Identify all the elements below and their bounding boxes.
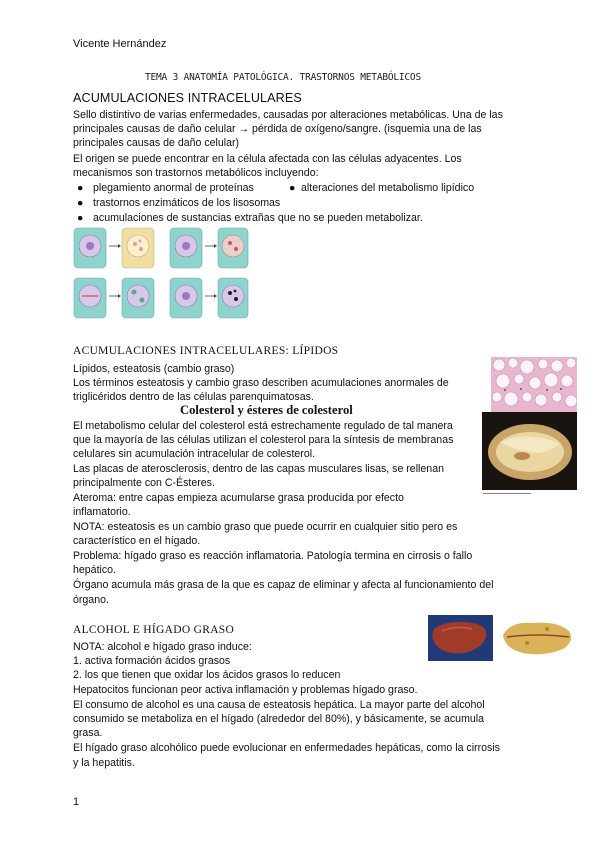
paragraph-line: celulares sin acumulación intracelular de colesterol. (73, 448, 316, 460)
section-heading-lipids: ACUMULACIONES INTRACELULARES: LÍPIDOS (73, 345, 339, 357)
subheading-cholesterol: Colesterol y ésteres de colesterol (180, 403, 353, 417)
paragraph-line: El consumo de alcohol es una causa de esteatosis hepática. La mayor parte del alcohol (73, 699, 485, 711)
paragraph-line: El hígado graso alcohólico puede evolucionar en enfermedades hepáticas, como la cirrosis (73, 742, 500, 754)
cell-mechanisms-figure (72, 226, 250, 322)
section-heading-alcohol: ALCOHOL E HÍGADO GRASO (73, 624, 235, 636)
bullet-item: acumulaciones de sustancias extrañas que no se pueden metabolizar. (93, 212, 423, 224)
paragraph-line: Hepatocitos funcionan peor activa inflamación y problemas hígado graso. (73, 684, 418, 696)
paragraph-line: inflamatorio. (73, 506, 131, 518)
bullet-item: alteraciones del metabolismo lipídico (301, 182, 475, 194)
paragraph-line: 2. los que tienen que oxidar los ácidos grasos lo reducen (73, 669, 341, 681)
paragraph-line: mecanismos son trastornos metabólicos incluyendo: (73, 167, 319, 179)
paragraph-line: Órgano acumula más grasa de la que es capaz de eliminar y afecta al funcionamiento del (73, 579, 494, 591)
cell-normal-icon (74, 278, 106, 318)
paragraph-line: Los términos esteatosis y cambio graso describen acumulaciones anormales de (73, 377, 449, 389)
steatosis-histology-image (491, 357, 577, 412)
cell-protein-icon (218, 228, 248, 268)
paragraph-line: NOTA: esteatosis es un cambio graso que puede ocurrir en cualquier sitio pero es (73, 521, 458, 533)
paragraph-line: que la mayoría de las células utilizan el colesterol para la síntesis de membranas (73, 434, 454, 446)
paragraph-line: 1. activa formación ácidos grasos (73, 655, 231, 667)
cell-foreign-icon (218, 278, 248, 318)
page-number: 1 (73, 796, 80, 808)
bullet-dot: ● (77, 212, 84, 224)
arrow-icon (205, 244, 217, 248)
bullet-item: plegamiento anormal de proteínas (93, 182, 254, 194)
bullet-dot: ● (77, 182, 84, 194)
cell-lysosome-icon (122, 278, 154, 318)
bullet-dot: ● (289, 182, 296, 194)
bullet-item: trastornos enzimáticos de los lisosomas (93, 197, 281, 209)
fatty-liver-image (497, 615, 577, 661)
paragraph-line: principales causas de daño celular → pérdida de oxígeno/sangre. (isquemia una de las (73, 123, 482, 135)
bullet-dot: ● (77, 197, 84, 209)
cell-normal-icon (170, 278, 202, 318)
paragraph-line: NOTA: alcohol e hígado graso induce: (73, 641, 252, 653)
cell-normal-icon (74, 228, 106, 268)
normal-liver-image (428, 615, 493, 661)
document-title: TEMA 3 ANATOMÍA PATOLÓGICA. TRASTORNOS METABÓLICOS (145, 72, 421, 83)
paragraph-line: característico en el hígado. (73, 535, 201, 547)
paragraph-line: consumido se metaboliza en el hígado (alrededor del 80%), y básicamente, se acumula (73, 713, 485, 725)
paragraph-line: y la hepatitis. (73, 757, 135, 769)
paragraph-line: órgano. (73, 594, 109, 606)
paragraph-line: hepático. (73, 564, 116, 576)
arrow-icon (109, 244, 121, 248)
paragraph-line: Ateroma: entre capas empieza acumularse grasa producida por efecto (73, 492, 404, 504)
paragraph-line: grasa. (73, 727, 103, 739)
paragraph-line: Sello distintivo de varias enfermedades, causadas por alteraciones metabólicas. Una de las (73, 109, 503, 121)
arrow-icon (109, 294, 121, 298)
paragraph-line: principales causas de daño celular) (73, 137, 240, 149)
paragraph-line: El origen se puede encontrar en la célula afectada con las células adyacentes. Los (73, 153, 462, 165)
cell-normal-icon (170, 228, 202, 268)
image-caption: ━━━━━━━━━━━━━━━━━━━━ (483, 491, 532, 496)
paragraph-line: principalmente con C-Ésteres. (73, 477, 215, 489)
paragraph-line: El metabolismo celular del colesterol está estrechamente regulado de tal manera (73, 420, 453, 432)
cell-accumulation-icon (122, 228, 154, 268)
section-heading-intracellular: ACUMULACIONES INTRACELULARES (73, 91, 302, 105)
atheroma-specimen-image (482, 412, 577, 490)
paragraph-line: Lípidos, esteatosis (cambio graso) (73, 363, 235, 375)
author-name: Vicente Hernández (73, 38, 167, 50)
paragraph-line: Las placas de aterosclerosis, dentro de las capas musculares lisas, se rellenan (73, 463, 444, 475)
paragraph-line: Problema: hígado graso es reacción inflamatoria. Patología termina en cirrosis o fallo (73, 550, 473, 562)
paragraph-line: triglicéridos dentro de las células parenquimatosas. (73, 391, 314, 403)
arrow-icon (205, 294, 217, 298)
